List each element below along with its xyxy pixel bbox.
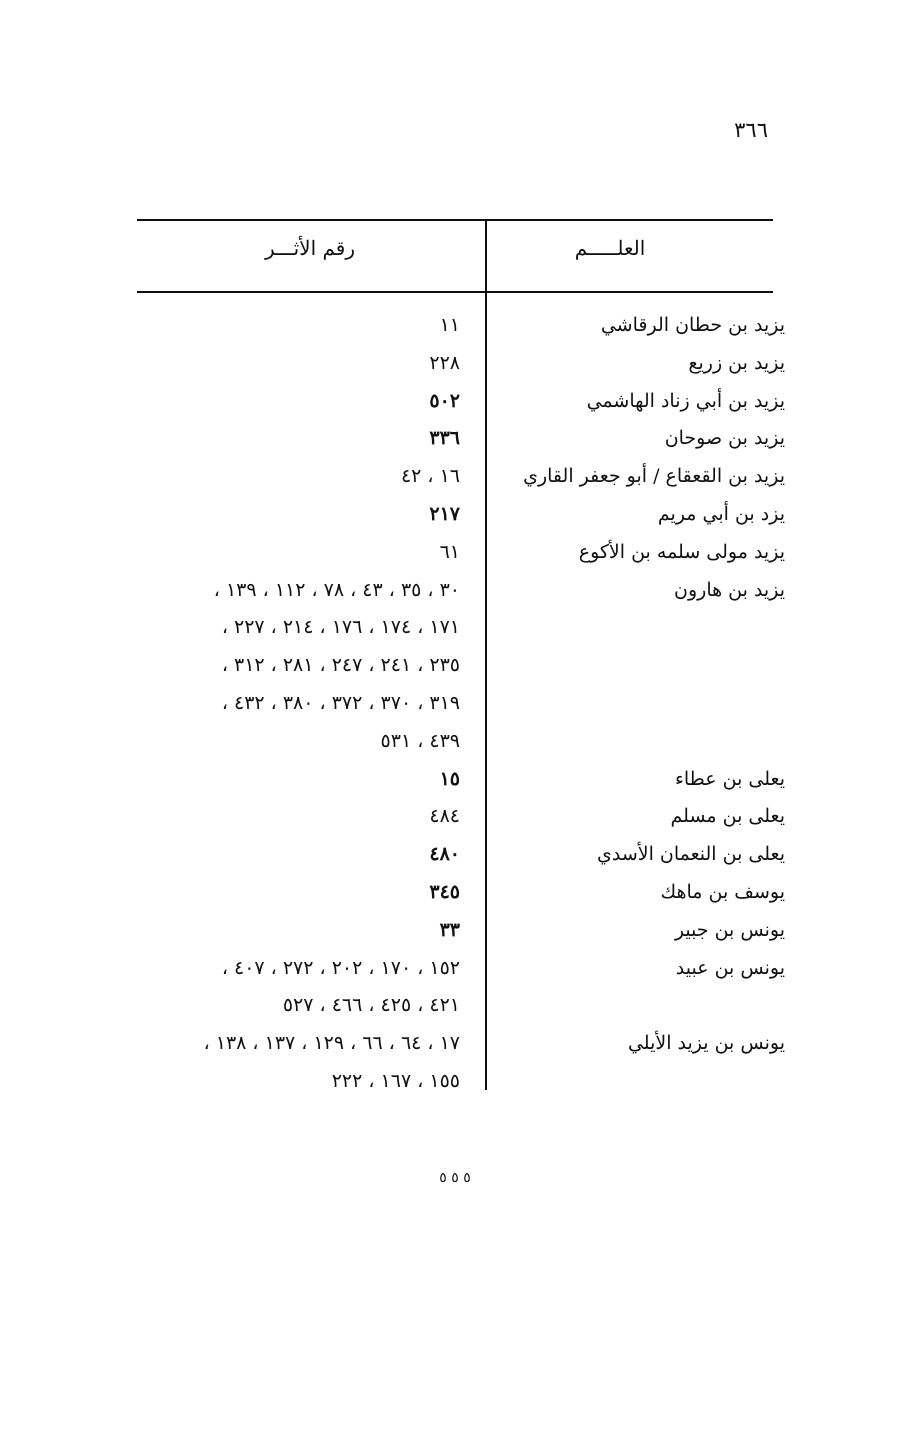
row-refs: ١٧ ، ٦٤ ، ٦٦ ، ١٢٩ ، ١٣٧ ، ١٣٨ ، [203, 1032, 460, 1054]
row-refs: ١٧١ ، ١٧٤ ، ١٧٦ ، ٢١٤ ، ٢٢٧ ، [221, 616, 460, 638]
row-name [495, 650, 785, 680]
row-name: يزيد بن زريع [688, 352, 785, 374]
row-name: يوسف بن ماهك [660, 881, 785, 903]
row-refs: ٤٣٩ ، ٥٣١ [380, 730, 460, 752]
row-refs: ٣١٩ ، ٣٧٠ ، ٣٧٢ ، ٣٨٠ ، ٤٣٢ ، [221, 692, 460, 714]
row-refs: ٢٣٥ ، ٢٤١ ، ٢٤٧ ، ٢٨١ ، ٣١٢ ، [221, 654, 460, 676]
row-refs: ٢١٧ [429, 503, 460, 525]
row-refs: ١٥٢ ، ١٧٠ ، ٢٠٢ ، ٢٧٢ ، ٤٠٧ ، [221, 957, 460, 979]
row-refs: ١٥٥ ، ١٦٧ ، ٢٢٢ [331, 1070, 460, 1092]
header-name: العلـــــم [574, 236, 646, 260]
row-refs: ١٥ [439, 768, 460, 790]
row-name [495, 990, 785, 1020]
row-refs: ٣٣ [439, 919, 460, 941]
row-name: يزيد بن القعقاع / أبو جعفر القاري [523, 465, 785, 487]
row-refs: ٥٠٢ [429, 390, 460, 412]
end-marker: ٥ ٥ ٥ [439, 1170, 471, 1186]
row-name: يونس بن عبيد [675, 957, 785, 979]
row-refs: ٤٨٤ [429, 805, 460, 827]
row-name [495, 1066, 785, 1096]
row-name: يعلى بن مسلم [670, 805, 785, 827]
row-refs: ٣٣٦ [429, 427, 460, 449]
header-refs: رقم الأثـــر [264, 236, 356, 260]
table-header-rule [137, 291, 773, 293]
row-name [495, 612, 785, 642]
row-name: يزيد بن صوحان [664, 427, 785, 449]
row-refs: ٦١ [439, 541, 460, 563]
row-refs: ١١ [439, 314, 460, 336]
row-name: يعلى بن النعمان الأسدي [596, 843, 785, 865]
row-name [495, 688, 785, 718]
row-name: يزد بن أبي مريم [657, 503, 785, 525]
row-name: يعلى بن عطاء [674, 768, 785, 790]
row-refs: ٣٤٥ [429, 881, 460, 903]
row-refs: ٢٢٨ [429, 352, 460, 374]
row-name: يونس بن جبير [674, 919, 785, 941]
row-refs: ٤٢١ ، ٤٢٥ ، ٤٦٦ ، ٥٢٧ [282, 994, 460, 1016]
row-refs: ٣٠ ، ٣٥ ، ٤٣ ، ٧٨ ، ١١٢ ، ١٣٩ ، [213, 579, 460, 601]
row-refs: ٤٨٠ [429, 843, 460, 865]
row-name: يزيد بن حطان الرقاشي [600, 314, 785, 336]
table-top-rule [137, 219, 773, 221]
row-name: يونس بن يزيد الأيلي [627, 1032, 785, 1054]
row-name: يزيد مولى سلمه بن الأكوع [578, 541, 785, 563]
row-refs: ١٦ ، ٤٢ [400, 465, 460, 487]
row-name [495, 726, 785, 756]
page-number: ٣٦٦ [734, 118, 768, 142]
row-name: يزيد بن أبي زناد الهاشمي [586, 390, 785, 412]
row-name: يزيد بن هارون [674, 579, 785, 601]
column-divider [485, 219, 487, 1090]
